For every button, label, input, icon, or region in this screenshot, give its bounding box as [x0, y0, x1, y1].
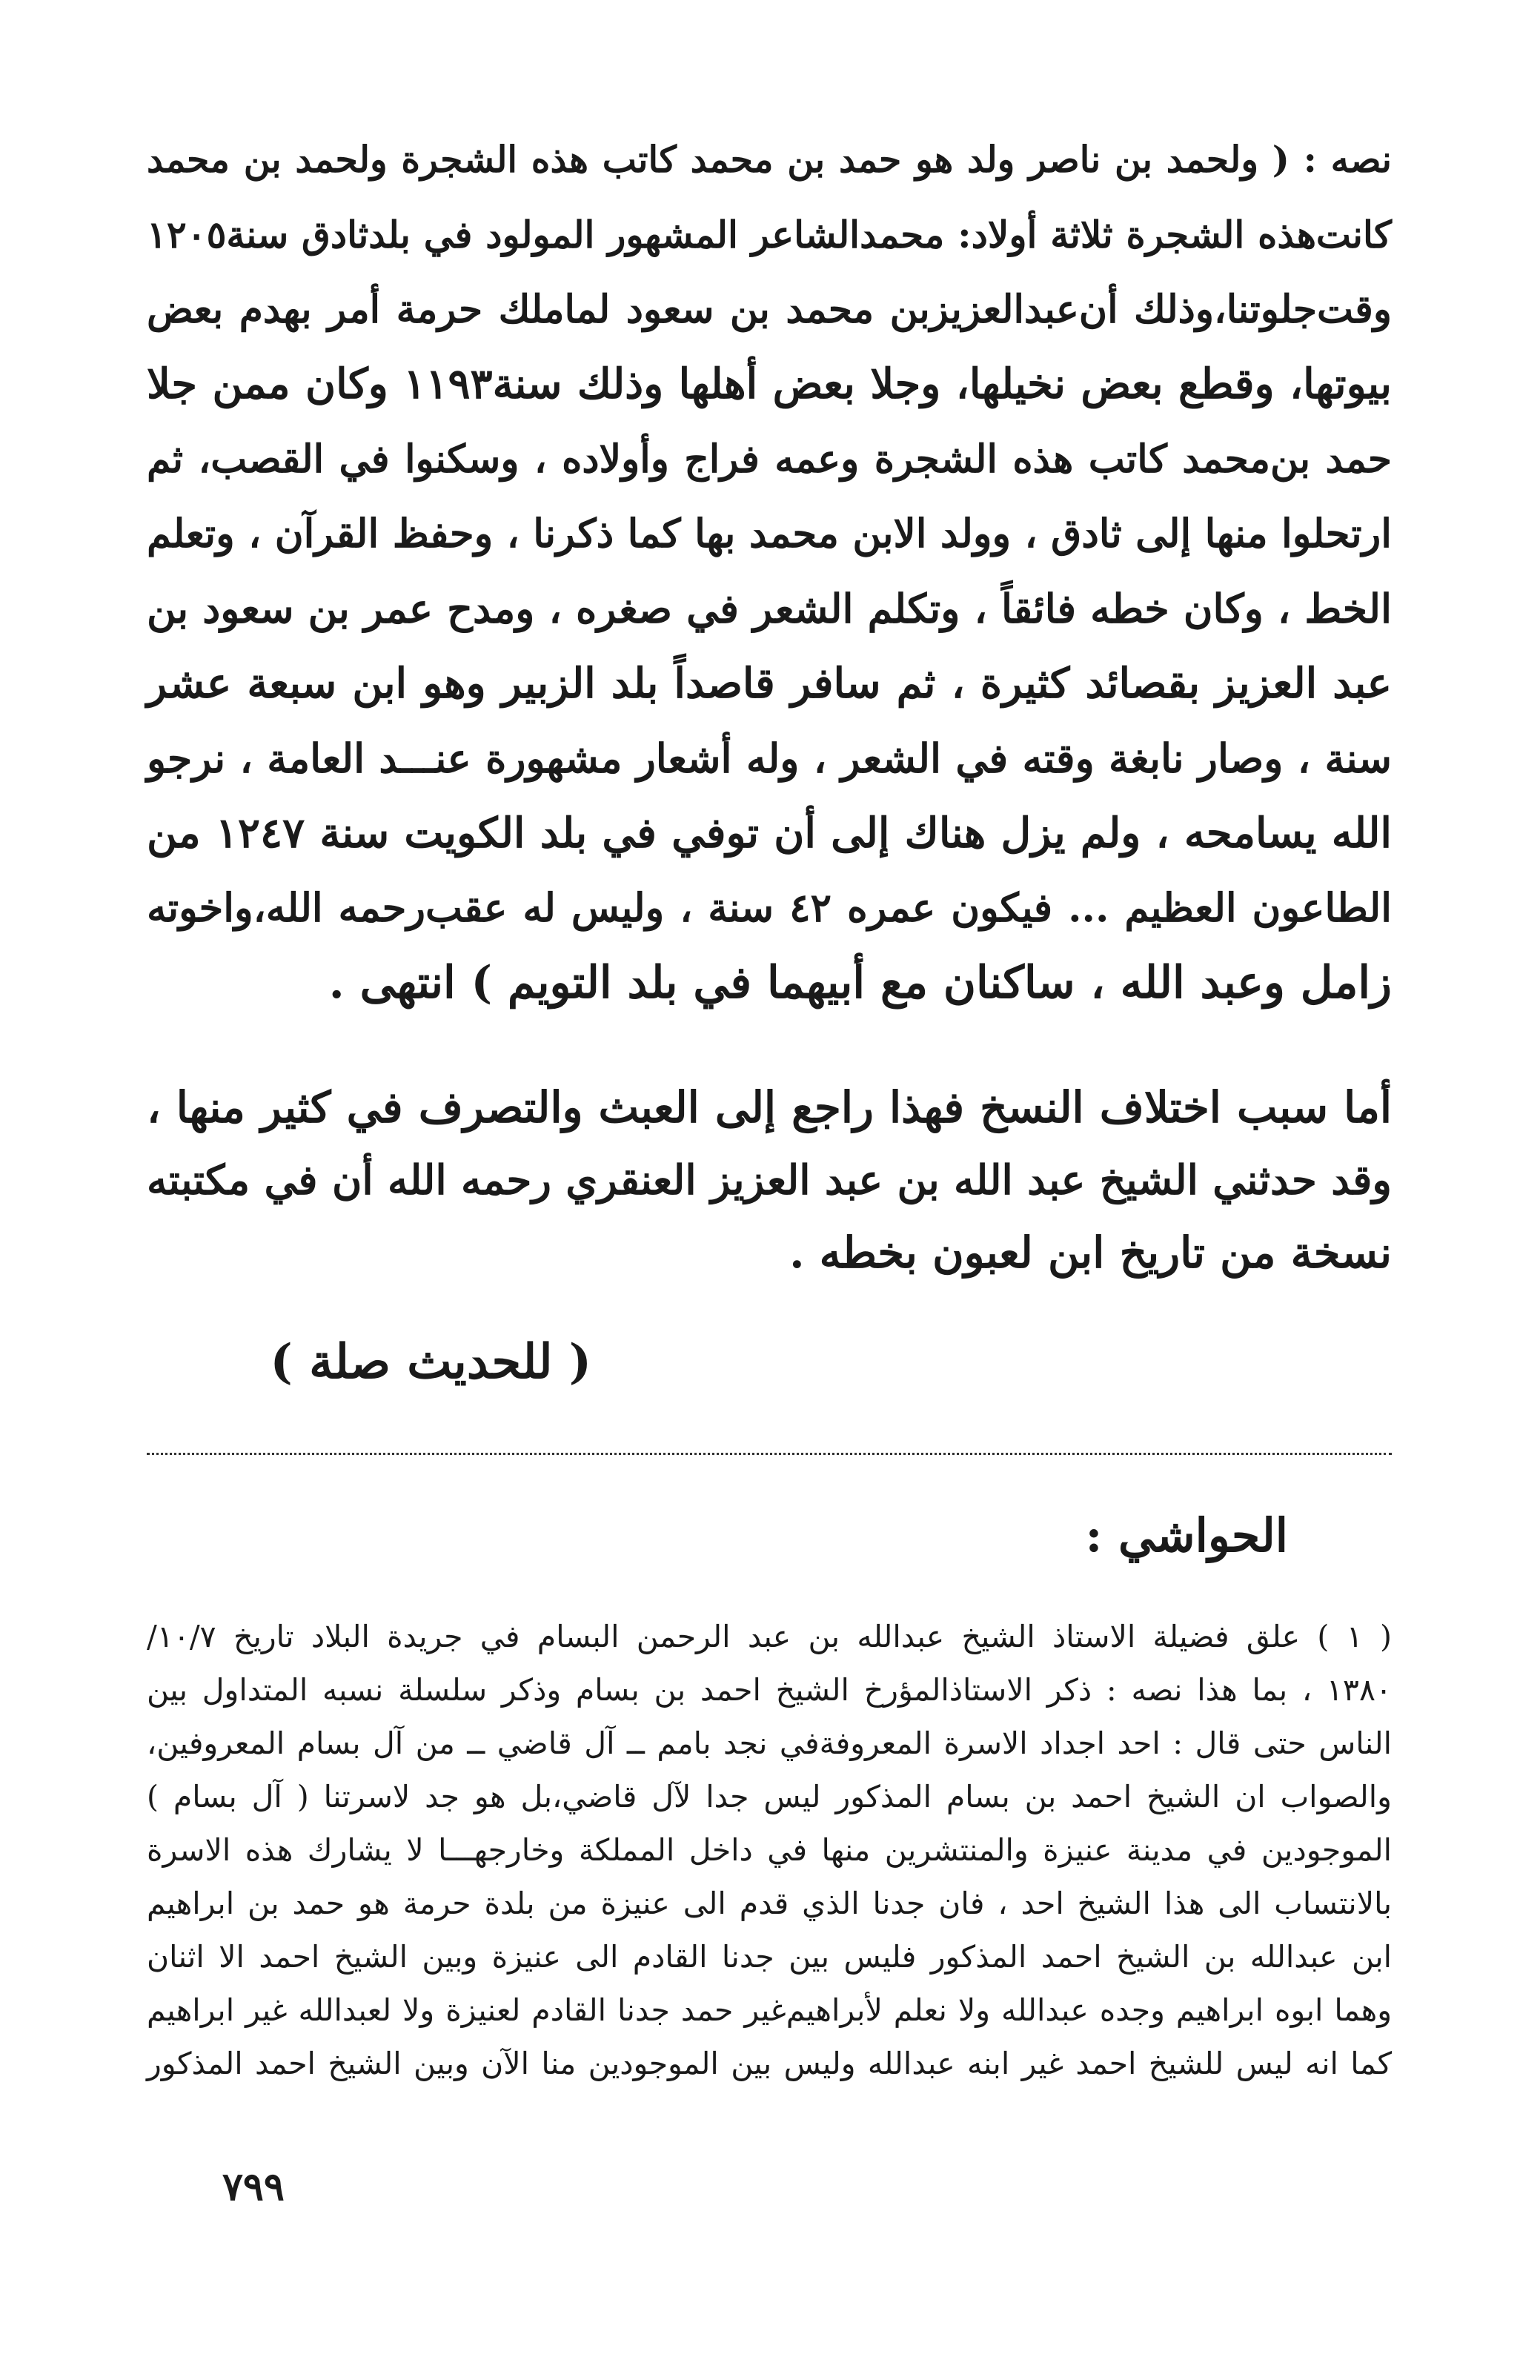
footnote-line: الناس حتى قال : احد اجداد الاسرة المعروفةفي نجد بامم ــ آل قاضي ــ من آل بسام المعروفين،: [147, 1726, 1392, 1761]
text-line: وقد حدثني الشيخ عبد الله بن عبد العزيز العنقري رحمه الله أن في مكتبته: [147, 1156, 1392, 1204]
text-line: سنة ، وصار نابغة وقته في الشعر ، وله أشعار مشهورة عنـــد العامة ، نرجو: [147, 735, 1392, 782]
text-line: عبد العزيز بقصائد كثيرة ، ثم سافر قاصداً بلد الزبير وهو ابن سبعة عشر: [147, 659, 1392, 708]
second-paragraph: [147, 1071, 1392, 1289]
text-line: زامل وعبد الله ، ساكنان مع أبيهما في بلد التويم ) انتهى .: [328, 957, 1392, 1009]
text-line: الله يسامحه ، ولم يزل هناك إلى أن توفي في بلد الكويت سنة ١٢٤٧ من: [147, 809, 1392, 858]
text-line: الخط ، وكان خطه فائقاً ، وتكلم الشعر في صغره ، ومدح عمر بن سعود بن: [147, 585, 1392, 632]
footnote-line: كما انه ليس للشيخ احمد غير ابنه عبدالله وليس بين الموجودين منا الآن وبين الشيخ احمد المذكور: [147, 2046, 1392, 2081]
footnote-line: ( ١ ) علق فضيلة الاستاذ الشيخ عبدالله بن عبد الرحمن البسام في جريدة البلاد تاريخ ١٠/٧/: [147, 1619, 1392, 1654]
footnotes-heading: الحواشي :: [1085, 1508, 1288, 1562]
text-line: نسخة من تاريخ ابن لعبون بخطه .: [789, 1227, 1392, 1278]
footnote-line: ابن عبدالله بن الشيخ احمد المذكور فليس بين جدنا القادم الى عنيزة وبين الشيخ احمد الا اثنان: [147, 1939, 1392, 1975]
text-line: ارتحلوا منها إلى ثادق ، وولد الابن محمد بها كما ذكرنا ، وحفظ القرآن ، وتعلم: [146, 511, 1392, 557]
text-line: بيوتها، وقطع بعض نخيلها، وجلا بعض أهلها وذلك سنة١١٩٣ وكان ممن جلا: [147, 359, 1392, 408]
to-be-continued-label: ( للحديث صلة ): [270, 1334, 591, 1390]
page-number: ٧٩٩: [222, 2164, 285, 2210]
dotted-divider: [147, 1453, 1392, 1455]
text-line: الطاعون العظيم ... فيكون عمره ٤٢ سنة ، وليس له عقب‌رحمه الله،واخوته: [147, 885, 1392, 931]
text-line: حمد بن‌محمد كاتب هذه الشجرة وعمه فراج وأولاده ، وسكنوا في القصب، ثم: [147, 437, 1392, 482]
text-line: نصه : ( ولحمد بن ناصر ولد هو حمد بن محمد كاتب هذه الشجرة ولحمد بن محمد: [147, 138, 1392, 181]
footnote-line: وهما ابوه ابراهيم وجده عبدالله ولا نعلم لأبراهيم‌غير حمد جدنا القادم لعنيزة ولا لعبدالله غير ابراهيم: [147, 1992, 1393, 2028]
footnote-line: بالانتساب الى هذا الشيخ احد ، فان جدنا الذي قدم الى عنيزة من بلدة حرمة هو حمد بن ابراهيم: [147, 1886, 1392, 1921]
footnote-line: الموجودين في مدينة عنيزة والمنتشرين منها في داخل المملكة وخارجهـــا لا يشارك هذه الاسرة: [147, 1832, 1392, 1868]
footnote-line: والصواب ان الشيخ احمد بن بسام المذكور ليس جدا لآل قاضي،بل هو جد لاسرتنا ( آل بسام ): [147, 1779, 1392, 1814]
footnotes-block: [147, 1610, 1392, 2090]
main-text-block: [147, 122, 1392, 1021]
text-line: كانت‌هذه الشجرة ثلاثة أولاد: محمدالشاعر المشهور المولود في بلدثادق سنة١٢٠٥: [147, 213, 1392, 256]
footnote-line: ١٣٨٠ ، بما هذا نصه : ذكر الاستاذالمؤرخ الشيخ احمد بن بسام وذكر سلسلة نسبه المتداول بين: [147, 1672, 1392, 1708]
text-line: أما سبب اختلاف النسخ فهذا راجع إلى العبث والتصرف في كثير منها ،: [147, 1082, 1392, 1133]
text-line: وقت‌جلوتنا،وذلك أن‌عبدالعزيزبن محمد بن سعود لماملك حرمة أمر بهدم بعض: [147, 287, 1392, 332]
